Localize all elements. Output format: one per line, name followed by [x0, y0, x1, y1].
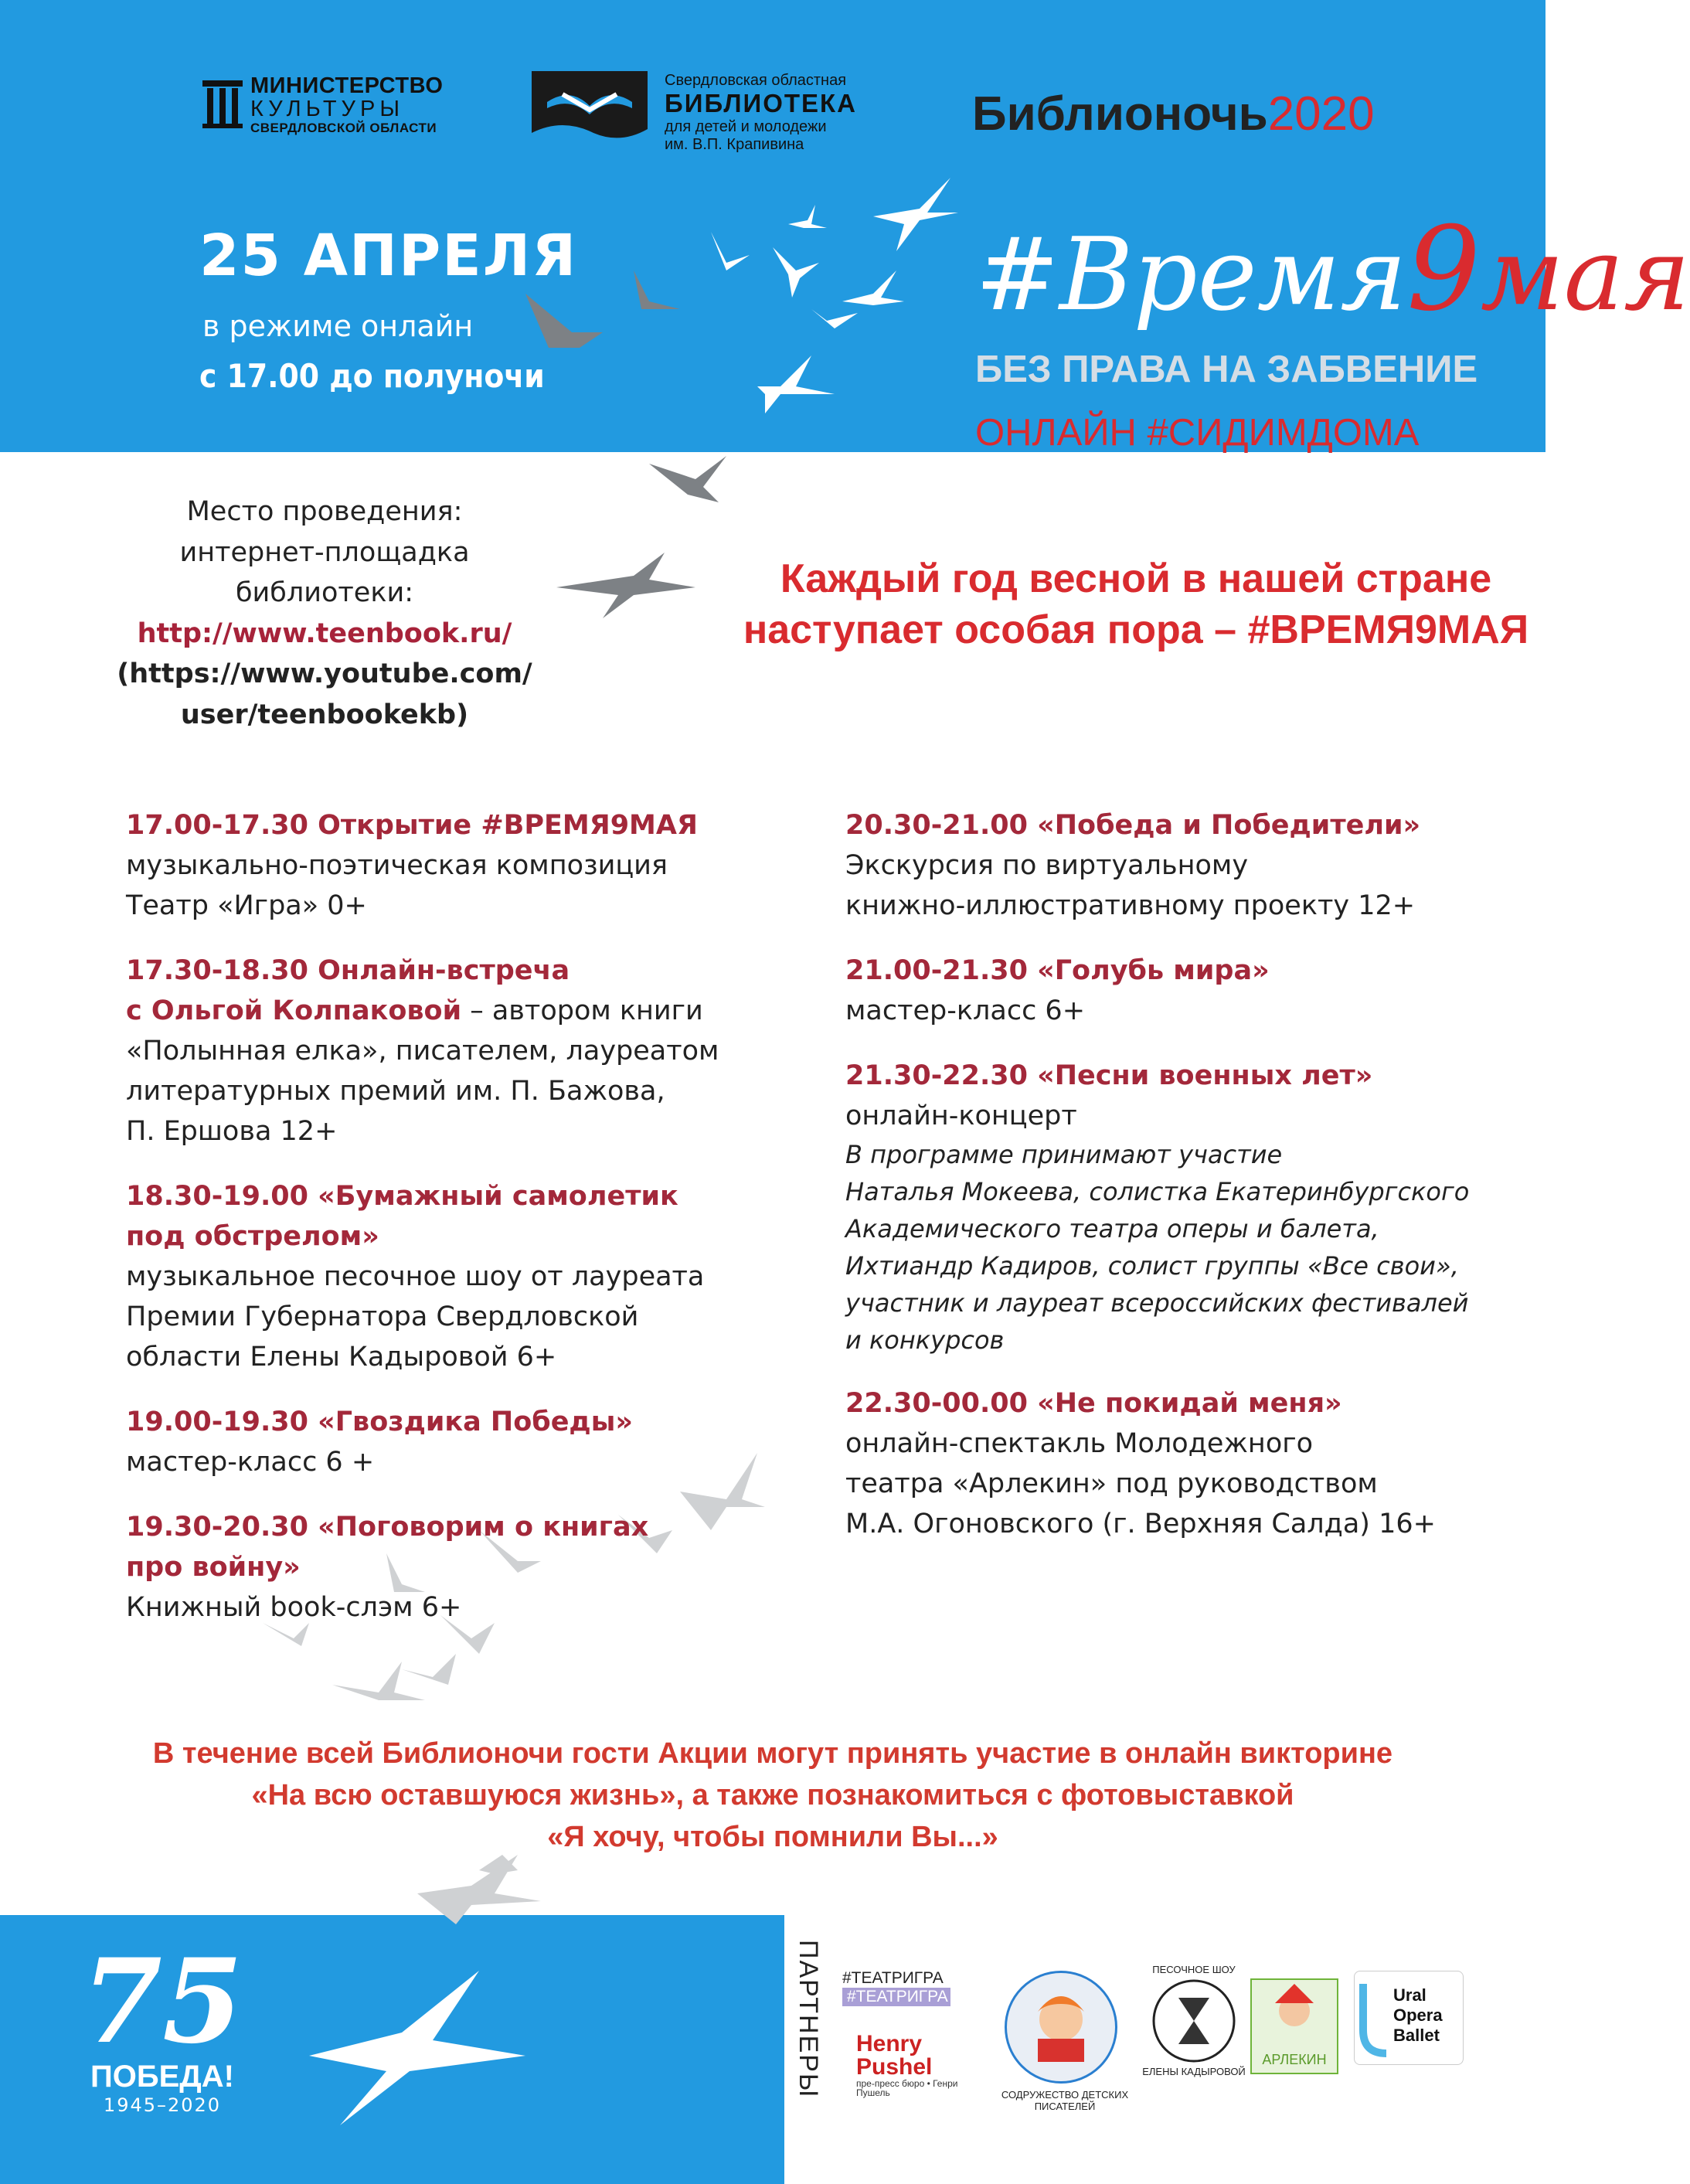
partner-teatr-line2: #ТЕАТРИГРА [842, 1988, 950, 2006]
schedule-item-title: 18.30-19.00 «Бумажный самолетик [126, 1181, 678, 1212]
schedule-item-title-2: с Ольгой Колпаковой [126, 995, 462, 1026]
schedule-left [126, 805, 744, 1652]
schedule-item-title: 17.30-18.30 Онлайн-встреча [126, 955, 570, 986]
schedule-item-title: 21.00-21.30 «Голубь мира» [845, 955, 1270, 986]
hourglass-emblem-icon [1140, 1959, 1248, 2083]
event-mode: в режиме онлайн [202, 309, 474, 343]
schedule-item-title-tail: – автором книги [461, 995, 703, 1026]
schedule-item-note: В программе принимают участие [845, 1140, 1283, 1169]
quiz-note-line2: «На всю оставшуюся жизнь», а также познакомиться с фотовыставкой [251, 1779, 1294, 1811]
partner-ural-text [1393, 1985, 1443, 2046]
book-emblem-icon [532, 71, 648, 155]
library-line2: БИБЛИОТЕКА [665, 89, 858, 118]
youtube-link-2[interactable]: user/teenbookekb) [180, 699, 469, 730]
victory-75-logo [81, 1934, 243, 2116]
event-year: 2020 [1267, 87, 1375, 141]
ministry-line2: КУЛЬТУРЫ [250, 97, 404, 122]
ministry-logo [202, 74, 443, 135]
online-hashtag: ОНЛАЙН #СИДИМДОМА [975, 412, 1420, 454]
schedule-item-note: участник и лауреат всероссийских фестивалей [845, 1288, 1469, 1318]
tagline [695, 553, 1576, 655]
quiz-note [124, 1733, 1422, 1858]
schedule-item-line [126, 991, 744, 1031]
library-line1: Свердловская областная [665, 72, 847, 90]
partner-sand-show-logo[interactable] [1140, 1959, 1248, 2083]
child-face-icon [1007, 1973, 1115, 2081]
partner-arlekin-caption: АРЛЕКИН [1262, 2052, 1327, 2067]
bird-icon [402, 1654, 456, 1685]
venue-line2: интернет-площадка библиотеки: [179, 536, 470, 608]
bird-icon [634, 270, 680, 309]
schedule-item-line: Книжный book-слэм 6+ [126, 1592, 462, 1623]
schedule-item-line: Театр «Игра» 0+ [126, 890, 367, 921]
hashtag-title [975, 202, 1690, 337]
bird-icon [309, 1971, 525, 2125]
partner-henry-pushel-logo[interactable] [856, 2033, 980, 2097]
partner-sand-bottom: ЕЛЕНЫ КАДЫРОВОЙ [1142, 2066, 1246, 2077]
anniversary-number: 75 [81, 1934, 243, 2070]
bird-icon [417, 1855, 541, 1924]
partner-teatr-igra-logo[interactable] [842, 1969, 950, 2006]
event-name: Библионочь [972, 87, 1268, 141]
ural-u-icon [1359, 1976, 1390, 2061]
schedule-item [126, 1176, 744, 1377]
tagline-line2: наступает особая пора – #ВРЕМЯ9МАЯ [743, 607, 1529, 653]
schedule-item [126, 1402, 744, 1482]
schedule-item-title-2: под обстрелом» [126, 1221, 379, 1252]
partner-arlekin-logo[interactable] [1250, 1978, 1338, 2074]
victory-years: 1945–2020 [103, 2094, 222, 2116]
partner-henry-name: Henry Pushel [856, 2031, 933, 2080]
library-line4: им. В.П. Крапивина [665, 135, 804, 153]
library-logo [532, 71, 857, 155]
hashtag-part-b: мая [1480, 216, 1690, 333]
columns-icon [202, 80, 243, 128]
schedule-item-note: Наталья Мокеева, солистка Екатеринбургского [845, 1177, 1470, 1206]
bird-icon [711, 232, 750, 270]
bird-icon [726, 355, 835, 413]
partner-writers-caption: СОДРУЖЕСТВО ДЕТСКИХ ПИСАТЕЛЕЙ [1001, 2089, 1129, 2112]
quiz-note-line3: «Я хочу, чтобы помнили Вы...» [547, 1821, 998, 1853]
schedule-item-line: П. Ершова 12+ [126, 1116, 338, 1147]
schedule-item [126, 1507, 744, 1628]
event-date: 25 АПРЕЛЯ [199, 223, 578, 289]
schedule-item-note: и конкурсов [845, 1325, 1005, 1355]
schedule-item-line: музыкально-поэтическая композиция [126, 850, 668, 881]
partner-writers-logo[interactable] [1001, 1971, 1129, 2112]
schedule-item-line: онлайн-концерт [845, 1101, 1077, 1131]
bird-icon [649, 456, 726, 502]
schedule-item-line: книжно-иллюстративному проекту 12+ [845, 890, 1416, 921]
schedule-item-line: литературных премий им. П. Бажова, [126, 1076, 665, 1107]
tagline-line1: Каждый год весной в нашей стране [780, 556, 1492, 601]
schedule-item-line: области Елены Кадыровой 6+ [126, 1342, 557, 1373]
schedule-item-line: «Полынная елка», писателем, лауреатом [126, 1036, 719, 1066]
schedule-item-title-2: про войну» [126, 1552, 301, 1583]
schedule-item-title: 21.30-22.30 «Песни военных лет» [845, 1060, 1373, 1091]
schedule-item [126, 805, 744, 926]
schedule-item-title: 22.30-00.00 «Не покидай меня» [845, 1388, 1342, 1419]
schedule-item-title: 19.00-19.30 «Гвоздика Победы» [126, 1407, 633, 1437]
schedule-item [845, 1383, 1510, 1544]
youtube-link-1[interactable]: (https://www.youtube.com/ [117, 658, 532, 689]
partner-henry-sub: пре-пресс бюро • Генри Пушель [856, 2078, 958, 2098]
schedule-item-note: Ихтиандр Кадиров, солист группы «Все свои», [845, 1251, 1459, 1281]
slogan: БЕЗ ПРАВА НА ЗАБВЕНИЕ [975, 349, 1478, 390]
schedule-item-title: 19.30-20.30 «Поговорим о книгах [126, 1512, 649, 1543]
victory-label: ПОБЕДА! [90, 2060, 234, 2094]
schedule-item-line: Экскурсия по виртуальному [845, 850, 1249, 881]
schedule-item-line: театра «Арлекин» под руководством [845, 1468, 1378, 1499]
schedule-item-line: М.А. Огоновского (г. Верхняя Салда) 16+ [845, 1509, 1436, 1539]
schedule-item-title: 20.30-21.00 «Победа и Победители» [845, 810, 1421, 841]
bird-icon [525, 294, 603, 348]
schedule-item-line: онлайн-спектакль Молодежного [845, 1428, 1314, 1459]
event-logo [972, 87, 1375, 141]
schedule-right [845, 805, 1510, 1569]
bird-icon [788, 205, 827, 228]
schedule-item [845, 805, 1510, 926]
bird-icon [811, 309, 858, 328]
ministry-line3: СВЕРДЛОВСКОЙ ОБЛАСТИ [250, 120, 437, 135]
schedule-item-line: музыкальное песочное шоу от лауреата [126, 1261, 705, 1292]
quiz-note-line1: В течение всей Библионочи гости Акции могут принять участие в онлайн викторине [152, 1737, 1393, 1770]
schedule-item [845, 1056, 1510, 1359]
schedule-item [845, 951, 1510, 1031]
bird-icon [773, 247, 819, 298]
schedule-item-note: Академического театра оперы и балета, [845, 1214, 1379, 1243]
partners-label: ПАРТНЕРЫ [794, 1940, 823, 2099]
site-link[interactable]: http://www.teenbook.ru/ [137, 617, 512, 649]
bird-icon [556, 553, 695, 618]
partner-ural-line2: Opera [1393, 2005, 1443, 2025]
schedule-item-line: мастер-класс 6+ [845, 995, 1086, 1026]
partner-teatr-line1: #ТЕАТРИГРА [842, 1969, 944, 1987]
schedule-item-line: мастер-класс 6 + [126, 1447, 375, 1478]
partner-ural-opera-ballet-logo[interactable] [1354, 1971, 1464, 2065]
bird-icon [332, 1662, 425, 1700]
schedule-item [126, 951, 744, 1152]
venue-block [93, 492, 556, 735]
bird-icon [842, 270, 904, 305]
hashtag-part-a: #Время [975, 216, 1407, 333]
hashtag-nine: 9 [1406, 202, 1481, 337]
ministry-line1: МИНИСТЕРСТВО [250, 73, 444, 98]
schedule-item-line: Премии Губернатора Свердловской [126, 1301, 639, 1332]
event-hours: с 17.00 до полуночи [199, 357, 545, 395]
partner-sand-top: ПЕСОЧНОЕ ШОУ [1152, 1964, 1236, 1975]
harlequin-icon [1252, 1980, 1337, 2050]
venue-line1: Место проведения: [186, 496, 463, 527]
partner-ural-line1: Ural [1393, 1985, 1426, 2005]
schedule-item-title: 17.00-17.30 Открытие #ВРЕМЯ9МАЯ [126, 810, 698, 841]
bird-icon [873, 178, 958, 251]
library-line3: для детей и молодежи [665, 117, 827, 135]
partner-ural-line3: Ballet [1393, 2026, 1440, 2045]
